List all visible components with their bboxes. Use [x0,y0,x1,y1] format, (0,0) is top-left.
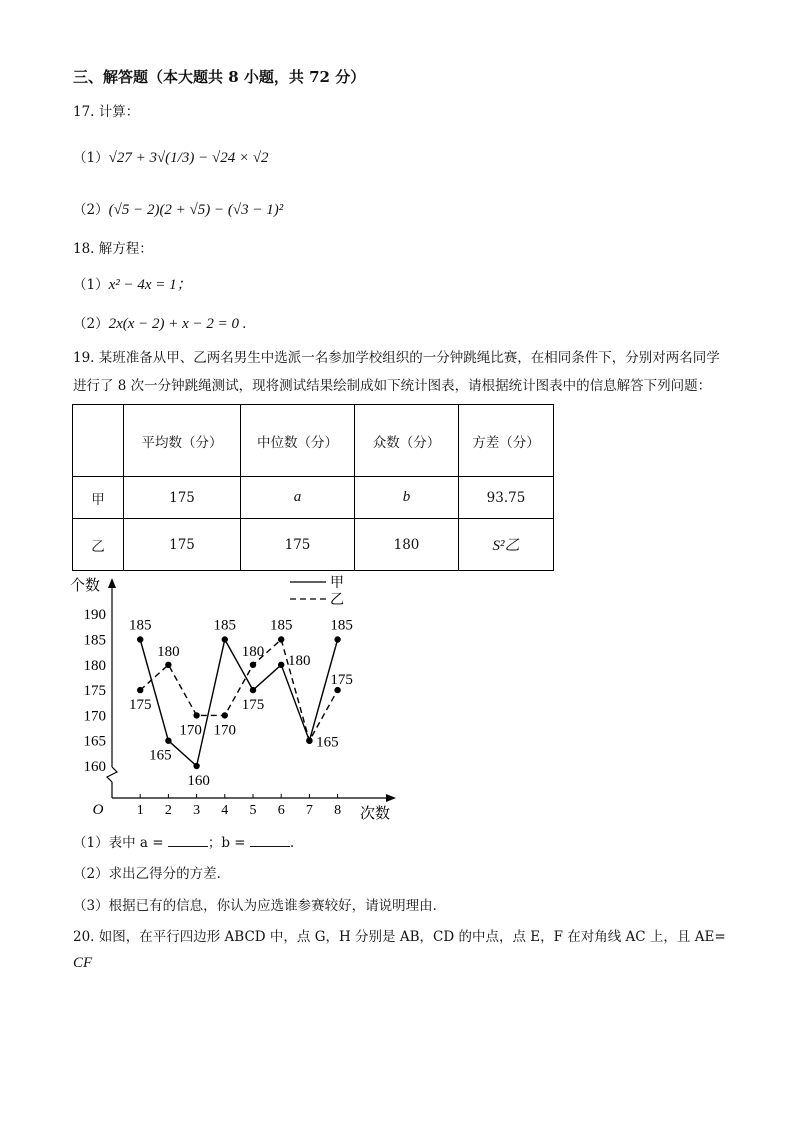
table-header-cell: 平均数（分） [124,405,241,477]
table-cell: a [241,477,355,519]
y-tick-label: 180 [83,657,106,674]
q17-part2-expression: (√5 − 2)(2 + √5) − (√3 − 1)² [108,202,284,218]
q19-sub1-mid: ；b = [207,835,246,851]
data-label: 160 [187,773,210,789]
table-cell: 175 [124,519,241,571]
q18-part2 [73,312,247,333]
table-cell: 93.75 [459,477,554,519]
y-tick-label: 190 [83,607,106,624]
data-point [306,738,312,744]
y-tick-label: 170 [83,708,106,725]
table-header-row [73,405,554,477]
x-tick-label: 4 [221,803,229,818]
y-axis-arrow [108,578,116,588]
statistics-table [72,404,554,571]
origin-label: O [92,802,104,818]
data-label: 175 [128,697,152,714]
data-point [137,687,143,693]
q17-part1-number: （1） [73,150,109,166]
x-tick-label: 2 [164,803,172,818]
data-point [250,687,256,693]
table-cell: S²乙 [459,519,554,571]
q18-part2-number: （2） [73,316,109,332]
data-label: 175 [241,697,265,714]
q18-part1-number: （1） [73,277,109,293]
data-point [193,712,199,718]
data-point [278,662,284,668]
q18-part2-expression: 2x(x − 2) + x − 2 = 0 . [108,316,247,332]
x-tick-label: 5 [249,803,257,818]
data-point [250,662,256,668]
answer-blank-b[interactable] [250,832,290,847]
table-cell: 乙 [73,519,124,571]
line-chart [60,572,410,830]
table-header-cell: 方差（分） [459,405,554,477]
data-point [137,636,143,642]
data-label: 180 [157,643,180,660]
y-tick-label: 160 [83,759,106,775]
data-label: 165 [316,734,339,751]
table-cell: 175 [124,477,241,519]
table-row [73,477,554,519]
x-axis-arrow [386,794,396,802]
data-point [165,738,171,744]
table-header-cell: 众数（分） [355,405,459,477]
q20-line1: 20. 如图，在平行四边形 ABCD 中，点 G，H 分别是 AB，CD 的中点，点 E，F 在对角线 AC 上，且 AE= [73,929,726,945]
x-tick-label: 3 [193,803,201,818]
data-label: 185 [330,617,353,634]
q19-sub2: （2）求出乙得分的方差． [73,866,231,882]
legend-label: 乙 [330,593,344,608]
data-label: 180 [287,652,311,669]
data-label: 175 [330,672,353,689]
table-cell: 180 [355,519,459,571]
q19-text: 19. 某班准备从甲、乙两名男生中选派一名参加学校组织的一分钟跳绳比赛，在相同条件下，分别对两名同学进行了 8 次一分钟跳绳测试，现将测试结果绘制成如下统计图表，请根据统计图表中的信息解答下列问题： [73,350,720,394]
q18-part1-expression: x² − 4x = 1； [108,277,192,293]
data-point [334,636,340,642]
answer-blank-a[interactable] [168,832,208,847]
q17-part1 [73,146,269,167]
y-tick-label: 165 [83,733,106,750]
q17-label: 17. 计算： [73,104,140,120]
data-point [222,636,228,642]
data-point [165,662,171,668]
table-header-cell: 中位数（分） [241,405,355,477]
y-axis-label: 个数 [70,578,101,594]
data-point [193,763,199,769]
q18-part1 [73,273,192,294]
data-label: 170 [213,722,237,739]
legend-label: 甲 [330,576,344,591]
x-tick-label: 1 [136,803,144,818]
table-cell: 甲 [73,477,124,519]
table-header-cell [73,405,124,477]
x-tick-label: 7 [305,803,313,818]
q19-sub1-prefix: （1）表中 a = [73,835,164,851]
chart-legend [290,575,344,608]
q19-sub1 [73,831,294,851]
table-cell: b [355,477,459,519]
q19-sub1-end: . [289,835,295,851]
data-point [278,636,284,642]
q17-part2-number: （2） [73,202,109,218]
y-axis-break [107,767,117,782]
data-label: 185 [269,617,293,634]
y-tick-label: 175 [83,683,106,700]
data-label: 185 [128,617,152,634]
q18-label: 18. 解方程： [73,241,153,257]
data-label: 185 [213,617,237,634]
y-tick-label: 185 [83,632,106,649]
data-label: 180 [241,643,265,660]
section-title: 三、解答题（本大题共 8 小题，共 72 分） [73,68,366,86]
q20-line2: CF [73,955,93,971]
data-label: 170 [179,722,202,739]
table-cell: 175 [241,519,355,571]
data-label: 165 [149,747,172,764]
x-axis-label: 次数 [360,806,391,822]
q17-part2 [73,198,283,219]
q19-sub3: （3）根据已有的信息，你认为应选谁参赛较好，请说明理由． [73,898,447,914]
table-row [73,519,554,571]
q17-part1-expression: √27 + 3√(1/3) − √24 × √2 [108,150,269,166]
x-tick-label: 8 [334,803,342,818]
x-tick-label: 6 [277,803,285,818]
data-point [222,712,228,718]
